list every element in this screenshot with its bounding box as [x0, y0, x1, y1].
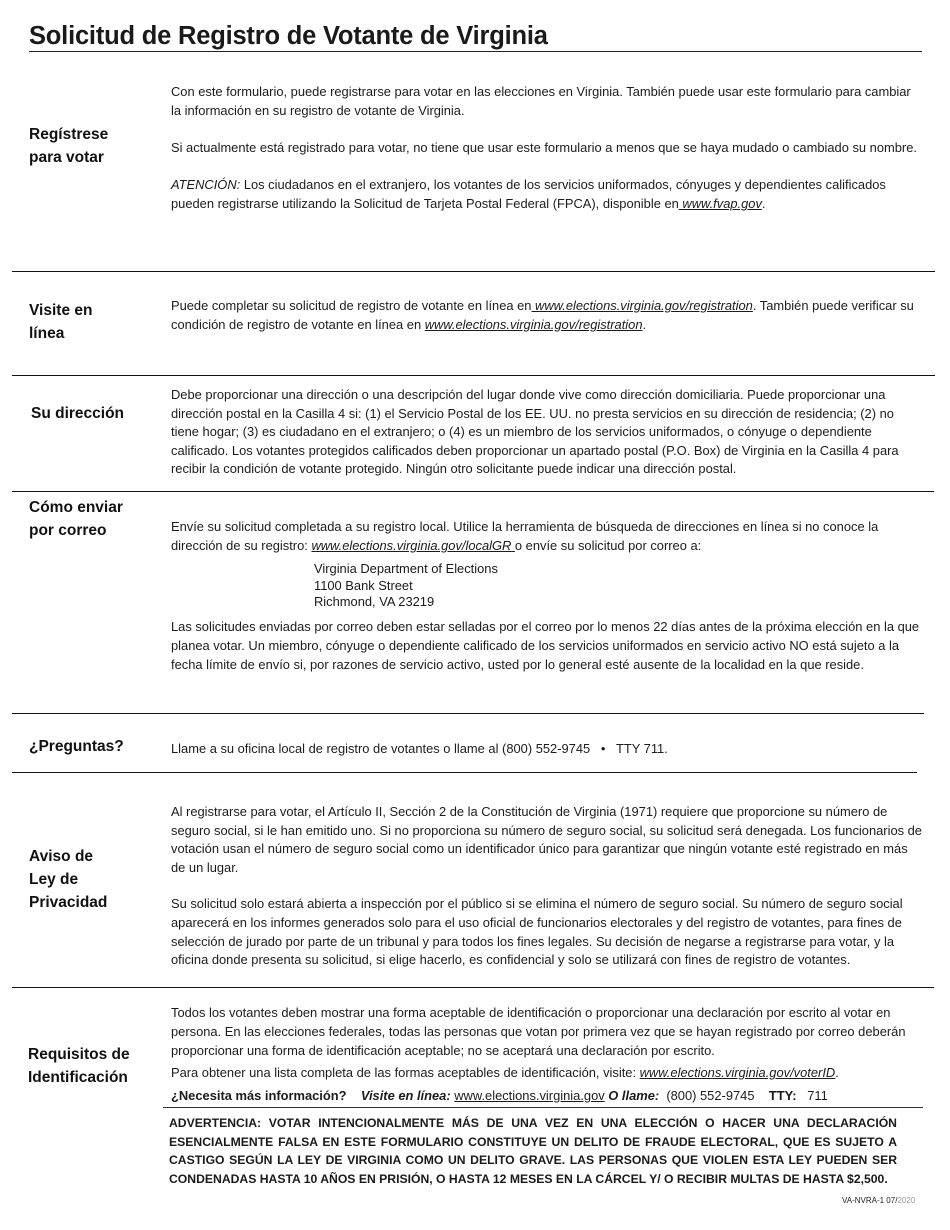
attention-period: . [761, 196, 766, 211]
tty-number: 711 [807, 1088, 828, 1103]
mail-paragraph-1 [171, 517, 923, 555]
section-divider-4 [12, 713, 924, 714]
attention-label: ATENCIÓN: [171, 177, 241, 192]
questions-body [171, 739, 923, 758]
attention-text: Los ciudadanos en el extranjero, los votantes de los servicios uniformados, cónyuges y dependientes calificados pueden registrarse utilizando la Solicitud de Tarjeta Postal Federal (FPCA), disponible en [171, 177, 886, 211]
privacy-paragraph-2: Su solicitud solo estará abierta a inspección por el público si se elimina el número de seguro social. Su número de seguro social aparecerá en los informes generados solo para el uso oficial de funcionarios electorales y del registro de votantes, para fines de selección de jurado por parte de un tribunal y para todos los fines legales. Su decisión de negarse a registrarse para votar, y la oficina donde presenta su solicitud, si elige hacerlo, es confidencial y solo se utilizará con fines de registro de votantes. [171, 896, 903, 968]
registration-link-1[interactable]: www.elections.virginia.gov/registration [531, 298, 753, 313]
mail-heading-line2: por correo [29, 522, 107, 539]
register-body [171, 82, 923, 213]
form-id-year: 2020 [897, 1196, 916, 1205]
mail-text-1: Envíe su solicitud completada a su registro local. Utilice la herramienta de búsqueda de direcciones en línea si no conoce la dirección de su registro: [171, 519, 879, 553]
register-paragraph-2: Si actualmente está registrado para votar, no tiene que usar este formulario a menos que se haya mudado o cambiado su nombre. [171, 140, 917, 155]
id-list-end: . [835, 1065, 839, 1080]
questions-paragraph: Llame a su oficina local de registro de votantes o llame al (800) 552-9745 • TTY 711. [171, 741, 668, 756]
privacy-heading-line3: Privacidad [29, 894, 108, 911]
elections-site-link[interactable]: www.elections.virginia.gov [454, 1088, 605, 1103]
section-divider-6 [12, 987, 934, 988]
online-body [171, 296, 923, 334]
privacy-heading [29, 845, 107, 914]
section-divider-5 [12, 772, 917, 773]
address-paragraph: Debe proporcionar una dirección o una descripción del lugar donde vive como dirección domiciliaria. Puede proporcionar una dirección postal en la Casilla 4 si: (1) el Servicio Postal de los EE. UU. no presta servicios en su dirección de residencia; (2) no tiene hogar; (3) es ciudadano en el extranjero; o (4) es un miembro de los servicios uniformados, o cónyuge o dependiente calificado. Los votantes protegidos calificados deben proporcionar un apartado postal (P.O. Box) de Virginia en la Casilla 4 para recibir la condición de votante protegido. Ningún otro solicitante puede indicar una dirección postal. [171, 387, 899, 477]
section-divider-2 [12, 375, 935, 376]
questions-heading: ¿Preguntas? [29, 738, 124, 755]
online-heading-line1: Visite en [29, 302, 93, 319]
privacy-heading-line1: Aviso de [29, 848, 94, 865]
address-body [171, 386, 923, 479]
register-heading [29, 123, 108, 169]
online-heading-line2: línea [29, 325, 65, 342]
more-info-line [171, 1086, 923, 1105]
id-heading-line2: Identificación [28, 1069, 128, 1086]
fvap-link[interactable]: www.fvap.gov [678, 196, 762, 211]
local-gr-link[interactable]: www.elections.virginia.gov/localGR [311, 538, 515, 553]
online-text-1: Puede completar su solicitud de registro de votante en línea en [171, 298, 532, 313]
visit-online-label: Visite en línea: [360, 1088, 451, 1103]
online-text-3: . [642, 317, 647, 332]
form-id [842, 1196, 915, 1205]
tty-label: TTY: [768, 1088, 797, 1103]
register-paragraph-1: Con este formulario, puede registrarse para votar en las elecciones en Virginia. También puede usar este formulario para cambiar la información en su registro de votante de Virginia. [171, 84, 911, 118]
mail-text-2: o envíe su solicitud por correo a: [514, 538, 702, 553]
register-attention [171, 175, 923, 213]
form-id-code: VA-NVRA-1 07/ [842, 1196, 898, 1205]
id-heading [28, 1043, 130, 1089]
call-label: O llame: [608, 1088, 660, 1103]
mail-heading-line1: Cómo enviar [29, 499, 123, 516]
section-divider-1 [12, 271, 935, 272]
id-paragraph-1: Todos los votantes deben mostrar una forma aceptable de identificación o proporcionar una declaración por escrito al votar en persona. En las elecciones federales, todas las personas que votan por primera vez que se hayan registrado por correo deberán proporcionar una forma de identificación aceptable; no se aceptará una declaración por escrito. [171, 1005, 906, 1058]
address-line-3: Richmond, VA 23219 [314, 594, 435, 609]
address-line-1: Virginia Department of Elections [314, 561, 498, 576]
address-heading: Su dirección [31, 405, 125, 422]
more-info-label: ¿Necesita más información? [171, 1088, 347, 1103]
address-line-2: 1100 Bank Street [314, 577, 413, 593]
mail-heading [29, 496, 123, 542]
register-heading-line1: Regístrese [29, 126, 109, 143]
warning-rule [163, 1107, 923, 1108]
registration-link-2[interactable]: www.elections.virginia.gov/registration [424, 317, 643, 332]
register-heading-line2: para votar [29, 149, 104, 166]
title-underline [29, 51, 922, 52]
mailing-address [314, 561, 923, 611]
id-heading-line1: Requisitos de [28, 1046, 130, 1063]
warning-text: ADVERTENCIA: VOTAR INTENCIONALMENTE MÁS DE UNA VEZ EN UNA ELECCIÓN O HACER UNA DECLARACIÓN ESENCIALMENTE FALSA EN ESTE FORMULARIO CONSTITUYE UN DELITO DE FRAUDE ELECTORAL, QUE ES SUJETO A CASTIGO SEGÚN LA LEY DE VIRGINIA COMO UN DELITO GRAVE. LAS PERSONAS QUE VIOLEN ESTA LEY PUEDEN SER CONDENADAS HASTA 10 AÑOS EN PRISIÓN, O HASTA 12 MESES EN LA CÁRCEL Y/ O RECIBIR MULTAS DE HASTA $2,500. [169, 1116, 897, 1186]
id-body [171, 1003, 923, 1105]
online-paragraph [171, 296, 923, 334]
warning-box [169, 1114, 897, 1188]
voter-id-link[interactable]: www.elections.virginia.gov/voterID [639, 1065, 836, 1080]
privacy-paragraph-1: Al registrarse para votar, el Artículo II, Sección 2 de la Constitución de Virginia (1971) requiere que proporcione su número de seguro social, si le han emitido uno. Si no proporciona su número de seguro social, su solicitud será denegada. Los funcionarios de votación usan el número de seguro social como un identificador único para garantizar que ningún votante esté registrado en más de un lugar. [171, 804, 922, 875]
privacy-body [171, 803, 925, 970]
mail-body [171, 517, 923, 674]
id-list-text: Para obtener una lista completa de las formas aceptables de identificación, visite: [171, 1065, 640, 1080]
mail-paragraph-2: Las solicitudes enviadas por correo deben estar selladas por el correo por lo menos 22 días antes de la próxima elección en la que planea votar. Un miembro, cónyuge o dependiente calificado de los servicios uniformados en servicio activo NO está sujeto a la fecha límite de envío si, por razones de servicio activo, usted por lo general esté ausente de la localidad en la que reside. [171, 618, 920, 672]
page-title: Solicitud de Registro de Votante de Virginia [29, 22, 548, 50]
phone-number: (800) 552-9745 [666, 1088, 755, 1103]
online-heading [29, 299, 92, 345]
privacy-heading-line2: Ley de [29, 871, 79, 888]
id-paragraph-2 [171, 1063, 923, 1082]
online-text-2: . También puede verificar su condición de registro de votante en línea en [171, 298, 914, 332]
section-divider-3 [12, 491, 934, 492]
